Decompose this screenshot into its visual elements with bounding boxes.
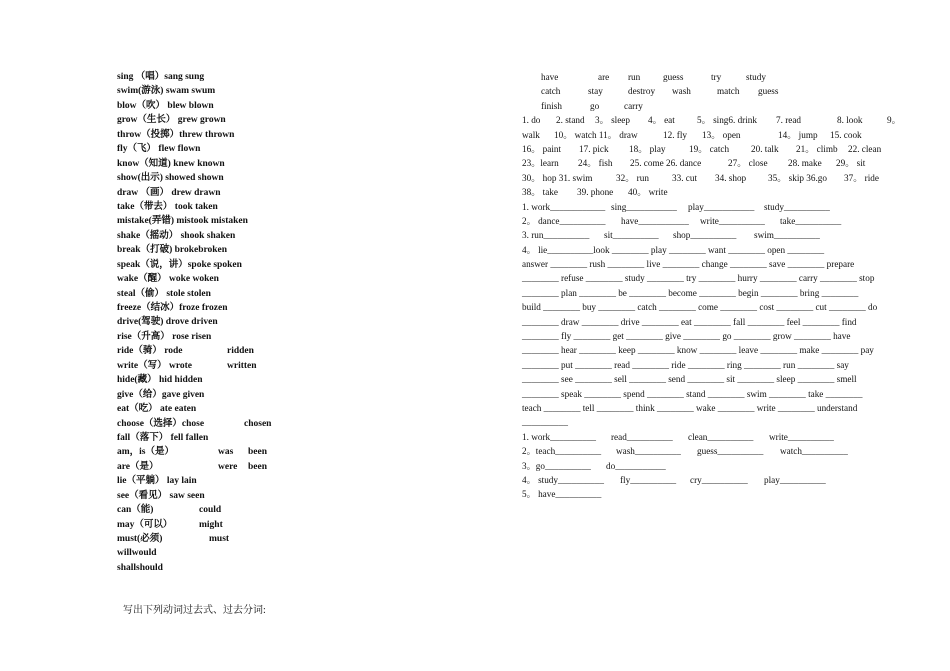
verb-cell: fly（飞） flew flown [117,144,201,155]
exercise-line [522,128,922,142]
exercise-text: 4。 study__________ [522,474,604,485]
verb-cell: rise（升高） rose risen [117,331,212,342]
exercise-text: 5。 have__________ [522,489,602,500]
verb-row [117,474,447,488]
exercise-line [522,156,922,170]
verb-row [117,445,447,459]
exercise-text: go [590,100,600,111]
verb-row [117,258,447,272]
verb-row [117,460,447,474]
exercise-text: 25. come 26. dance [630,158,702,169]
exercise-text: ________ fly ________ get ________ give ________ go ________ grow ________ have [522,331,851,342]
verb-cell: can（能) [117,505,154,516]
verb-cell: blow（吹） blew blown [117,100,214,111]
verb-cell: throw（投掷）threw thrown [117,129,235,140]
exercise-line [522,243,922,257]
verb-cell: were [218,461,238,472]
exercise-text: 1. do [522,115,541,126]
verb-row [117,402,447,416]
verb-cell: wake（醒） woke woken [117,274,219,285]
exercise-text: 27。 close [728,158,768,169]
exercise-text: 23。learn [522,158,559,169]
verb-cell: been [248,447,267,458]
verb-cell: am，is（是） [117,447,175,458]
exercise-text: 39. phone [577,187,614,198]
verb-row [117,70,447,84]
verb-cell: take（带去） took taken [117,201,218,212]
exercise-text: cry__________ [690,474,748,485]
exercise-line [522,315,922,329]
exercise-text: have [541,72,559,82]
verb-row [117,330,447,344]
exercise-text: shop__________ [673,230,737,241]
verb-cell: shake（摇动） shook shaken [117,230,236,241]
verb-row [117,171,447,185]
exercise-line [522,257,922,271]
exercise-line [522,300,922,314]
verb-cell: choose（选择）chose [117,418,205,429]
exercise-text: 19。 catch [689,143,730,154]
exercise-text: 29。 sit [836,158,866,169]
exercise-text: 14。 jump [778,129,818,140]
verb-row [117,287,447,301]
verb-row [117,200,447,214]
verb-row [117,301,447,315]
exercise-text: study__________ [764,201,830,212]
exercise-line [522,415,922,429]
exercise-text: do___________ [606,460,666,471]
verb-cell: was [218,447,234,458]
verb-cell: drive(驾驶) drove driven [117,317,218,328]
exercise-text: play__________ [764,474,826,485]
exercise-text: watch__________ [780,446,848,457]
verb-cell: eat（吃） ate eaten [117,404,197,415]
verb-row [117,388,447,402]
exercise-text: 24。 fish [578,158,613,169]
verb-cell: give（给）gave given [117,389,205,400]
verb-row [117,214,447,228]
verb-row [117,99,447,113]
exercise-text: match [717,86,740,97]
exercise-text: walk [522,129,540,140]
exercise-lines [522,70,922,502]
exercise-text: __________ [522,417,568,428]
exercise-line [522,358,922,372]
exercise-text: have___________ [621,215,689,226]
exercise-text: play___________ [688,201,755,212]
verb-row [117,315,447,329]
exercise-text: guess [663,72,684,82]
exercise-text: destroy [628,86,656,97]
verb-row [117,489,447,503]
exercise-text: 21。 climb [796,143,838,154]
exercise-text: run [628,72,641,82]
exercise-text: 28. make [788,158,822,169]
exercise-text: try [711,72,722,82]
verb-cell: mistake(弄错) mistook mistaken [117,216,248,227]
exercise-text: 2。teach__________ [522,446,602,457]
exercise-line [522,329,922,343]
verb-row [117,344,447,358]
exercise-text: ________ speak ________ spend ________ stand ________ swim ________ take ________ [522,388,863,399]
verb-row [117,84,447,98]
exercise-text: write__________ [769,431,834,442]
exercise-text: ________ draw ________ drive ________ eat ________ fall ________ feel ________ find [522,316,857,327]
exercise-text: 9。 [887,115,901,126]
verb-row [117,272,447,286]
verb-row [117,128,447,142]
verb-cell: chosen [244,418,272,429]
verb-row [117,142,447,156]
exercise-text: answer ________ rush ________ live ________ change ________ save ________ prepare [522,259,855,270]
exercise-text: 37。 ride [844,172,879,183]
exercise-line [522,214,922,228]
verb-cell: willwould [117,548,157,559]
exercise-text: study [746,72,766,82]
exercise-text: catch [541,86,561,97]
exercise-line [522,171,922,185]
exercise-text: guess__________ [697,446,764,457]
verb-row [117,546,447,560]
verb-cell: see（看见） saw seen [117,490,205,501]
verb-row [117,431,447,445]
exercise-text: fly__________ [620,474,677,485]
exercise-text: 22. clean [848,143,882,154]
exercise-line [522,142,922,156]
verb-row [117,532,447,546]
exercise-text: ________ plan ________ be ________ become ________ begin ________ bring ________ [522,287,859,298]
exercise-text: 4。 lie__________look ________ play ________ want ________ open ________ [522,244,825,255]
verb-cell: grow（生长） grew grown [117,115,226,126]
exercise-text: ________ hear ________ keep ________ know ________ leave ________ make ________ pay [522,345,874,356]
verb-cell: ride（骑） rode [117,346,183,357]
verb-cell: must(必须) [117,534,163,544]
verb-cell: shallshould [117,562,163,573]
exercise-text: 2. stand [556,115,585,126]
verb-cell: write（写） wrote [117,360,193,371]
exercise-text: 4。 eat [648,115,675,126]
exercise-text: 20. talk [751,143,779,154]
exercise-line [522,185,922,199]
exercise-text: wash [672,86,691,97]
exercise-text: build ________ buy ________ catch ________ come ________ cost ________ cut ________ do [522,302,878,313]
exercise-text: 40。 write [628,187,668,198]
exercise-text: swim__________ [754,230,820,241]
verb-cell: break（打破) brokebroken [117,245,228,256]
verb-cell: been [248,461,267,472]
exercise-text: ________ refuse ________ study ________ try ________ hurry ________ carry ________ stop [522,273,875,284]
verb-row [117,417,447,431]
exercise-text: 3。go__________ [522,460,591,471]
exercise-line [522,401,922,415]
verb-cell: know（知道) knew known [117,158,225,169]
exercise-text: 5。 sing6. drink [697,115,757,126]
verb-row [117,186,447,200]
exercise-line [522,473,922,487]
exercise-text: finish [541,100,562,111]
exercise-line [522,99,922,113]
verb-cell: speak（说，讲）spoke spoken [117,259,242,270]
verb-cell: lie（平躺） lay lain [117,476,197,487]
exercise-text: 18。 play [629,143,666,154]
exercise-line [522,228,922,242]
verb-cell: may（可以） [117,519,173,530]
verb-row [117,373,447,387]
exercise-text: write__________ [700,215,765,226]
exercise-text: 13。 open [702,129,741,140]
verb-cell: steal（偷） stole stolen [117,288,211,299]
verb-row [117,561,447,575]
exercise-text: stay [588,86,603,97]
exercise-text: 35。 skip 36.go [768,172,827,183]
verb-row [117,243,447,257]
exercise-text: 32。 run [616,172,649,183]
exercise-text: wash__________ [616,446,681,457]
exercise-line [522,286,922,300]
exercise-text: guess [758,86,779,97]
exercise-line [522,387,922,401]
verb-cell: might [199,519,223,530]
exercise-line [522,459,922,473]
exercise-text: 3. run__________ [522,230,590,241]
verb-cell: sing （唱）sang sung [117,72,205,82]
exercise-line [522,70,922,84]
exercise-line [522,487,922,501]
verb-cell: show(出示) showed shown [117,173,224,184]
verb-cell: freeze（结冰）froze frozen [117,303,228,313]
exercise-text: 10。 watch 11。 draw [554,129,638,140]
verb-cell: draw （画） drew drawn [117,187,221,198]
exercise-text: are [598,72,610,82]
exercise-line [522,343,922,357]
exercise-text: 30。 hop 31. swim [522,172,593,183]
verb-cell: are（是） [117,461,159,472]
exercise-text: 17. pick [579,143,609,154]
verb-row [117,113,447,127]
exercise-text: 3。 sleep [595,115,630,126]
exercise-text: teach ________ tell ________ think ________ wake ________ write ________ understand [522,402,858,413]
exercise-text: 15. cook [830,129,862,140]
verb-cell: could [199,505,222,516]
exercise-text: ________ see ________ sell ________ send ________ sit ________ sleep ________ smell [522,374,857,385]
exercise-text: 38。 take [522,187,558,198]
exercise-line [522,372,922,386]
exercise-text: ________ put ________ read ________ ride ________ ring ________ run ________ say [522,359,849,370]
exercise-text: 2。 dance__________ [522,215,606,226]
exercise-text: 7. read [776,115,801,126]
exercise-line [522,200,922,214]
exercise-text: clean__________ [688,431,754,442]
verb-row [117,518,447,532]
verb-row [117,359,447,373]
verb-cell: must [209,534,230,544]
exercise-line [522,444,922,458]
exercise-instruction: 写出下列动词过去式、过去分词: [123,605,266,616]
exercise-line [522,271,922,285]
exercise-text: sing___________ [611,201,677,212]
verb-cell: ridden [227,346,254,357]
verb-cell: swim(游泳) swam swum [117,86,216,97]
exercise-text: sit__________ [604,230,659,241]
verb-row [117,503,447,517]
exercise-text: carry [624,100,643,111]
exercise-text: read__________ [611,431,673,442]
exercise-line [522,84,922,98]
exercise-text: 33. cut [672,172,698,183]
exercise-line [522,430,922,444]
verb-cell: fall（落下） fell fallen [117,432,209,443]
exercise-text: 1. work____________ [522,201,606,212]
exercise-text: 8. look [837,115,863,126]
verb-forms-list [117,70,447,575]
verb-cell: hide(藏） hid hidden [117,375,203,386]
verb-cell: written [227,360,257,371]
exercise-text: 12. fly [663,129,687,140]
exercise-text: 16。 paint [522,143,562,154]
exercise-text: 34. shop [715,172,747,183]
verb-row [117,157,447,171]
exercise-text: take__________ [780,215,842,226]
verb-row [117,229,447,243]
exercise-text: 1. work__________ [522,431,597,442]
exercise-line [522,113,922,127]
